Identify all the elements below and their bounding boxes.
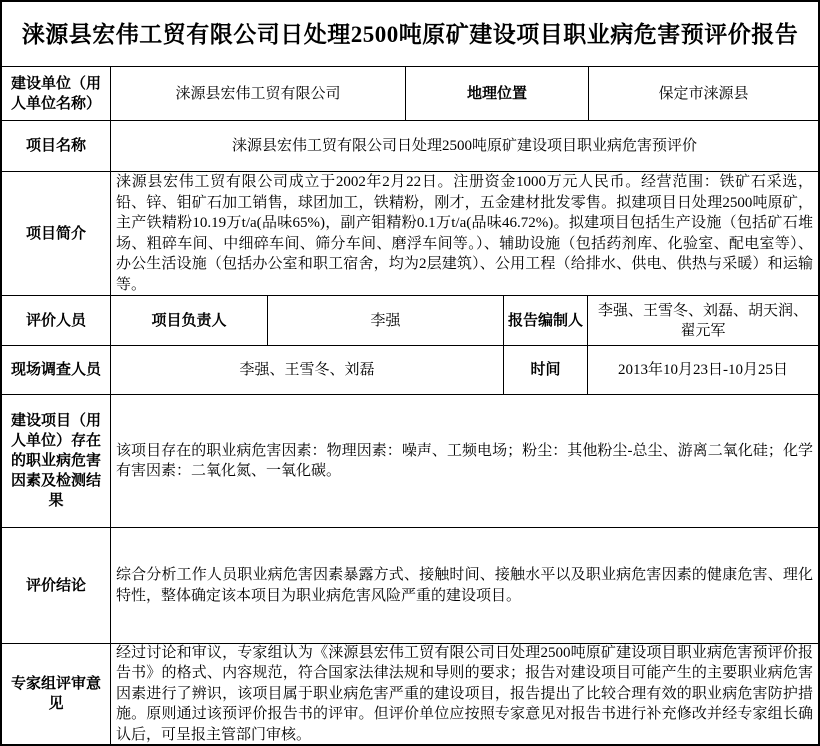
hazards-text (110, 395, 818, 527)
project-leader-label: 项目负责人 (110, 296, 267, 345)
site-survey-row (2, 345, 818, 394)
construction-unit-row (2, 66, 818, 120)
location-value: 保定市涞源县 (588, 67, 818, 120)
conclusion-text (110, 528, 818, 643)
project-leader-name: 李强 (267, 296, 503, 345)
project-brief-paragraph: 涞源县宏伟工贸有限公司成立于2002年2月22日。注册资金1000万元人民币。经营范围：铁矿石采选，铅、锌、钼矿石加工销售，球团加工，铁精粉，刚才，五金建材批发零售。拟建项目日处理2500吨原矿，主产铁精粉10.19万t/a(品味65%)，副产钼精粉0.1万t/a(品味46.72%)。拟建项目包括生产设施（包括矿石堆场、粗碎车间、中细碎车间、筛分车间、磨浮车间等。）、辅助设施（包括药剂库、化验室、配电室等）、办公生活设施（包括办公室和职工宿舍，均为2层建筑）、公用工程（给排水、供电、供热与采暖）和运输等。 (116, 174, 813, 293)
project-brief-text (110, 172, 818, 295)
expert-review-text (110, 644, 818, 744)
conclusion-paragraph: 综合分析工作人员职业病危害因素暴露方式、接触时间、接触水平以及职业病危害因素的健康危害、理化特性，整体确定该本项目为职业病危害风险严重的建设项目。 (116, 567, 813, 604)
time-label: 时间 (503, 346, 587, 394)
expert-review-label: 专家组评审意见 (10, 676, 101, 712)
report-authors-names: 李强、王雪冬、刘磊、胡天润、翟元军 (587, 296, 818, 345)
expert-review-row (2, 643, 818, 744)
project-brief-label: 项目简介 (25, 225, 86, 242)
hazards-label: 建设项目（用人单位）存在的职业病危害因素及检测结果 (10, 413, 101, 509)
time-value: 2013年10月23日-10月25日 (587, 346, 818, 394)
project-name-value: 涞源县宏伟工贸有限公司日处理2500吨原矿建设项目职业病危害预评价 (110, 121, 818, 171)
title-row (2, 2, 818, 66)
hazards-row (2, 394, 818, 527)
conclusion-label: 评价结论 (25, 577, 86, 594)
construction-unit-value: 涞源县宏伟工贸有限公司 (110, 67, 405, 120)
conclusion-row (2, 527, 818, 643)
expert-review-paragraph: 经过讨论和审议，专家组认为《涞源县宏伟工贸有限公司日处理2500吨原矿建设项目职业病危害预评价报告书》的格式、内容规范，符合国家法律法规和导则的要求；报告对建设项目可能产生的主要职业病危害因素进行了辨识，该项目属于职业病危害严重的建设项目，报告提出了比较合理有效的职业病危害防护措施。原则通过该预评价报告书的评审。但评价单位应按照专家意见对报告书进行补充修改并经专家组长确认后，可呈报主管部门审核。 (116, 644, 813, 743)
report-authors-label: 报告编制人 (503, 296, 587, 345)
project-brief-row (2, 171, 818, 295)
site-survey-label: 现场调查人员 (10, 362, 101, 378)
evaluators-row (2, 295, 818, 345)
location-label: 地理位置 (405, 67, 588, 120)
evaluators-label: 评价人员 (25, 312, 86, 329)
construction-unit-label: 建设单位（用人单位名称） (10, 75, 101, 112)
site-survey-names: 李强、王雪冬、刘磊 (110, 346, 503, 394)
hazards-paragraph: 该项目存在的职业病危害因素：物理因素：噪声、工频电场；粉尘：其他粉尘-总尘、游离二氧化硅；化学有害因素：二氧化氮、一氧化碳。 (116, 442, 813, 479)
project-name-label: 项目名称 (25, 138, 86, 154)
report-title: 涞源县宏伟工贸有限公司日处理2500吨原矿建设项目职业病危害预评价报告 (21, 21, 799, 47)
project-name-row (2, 120, 818, 171)
